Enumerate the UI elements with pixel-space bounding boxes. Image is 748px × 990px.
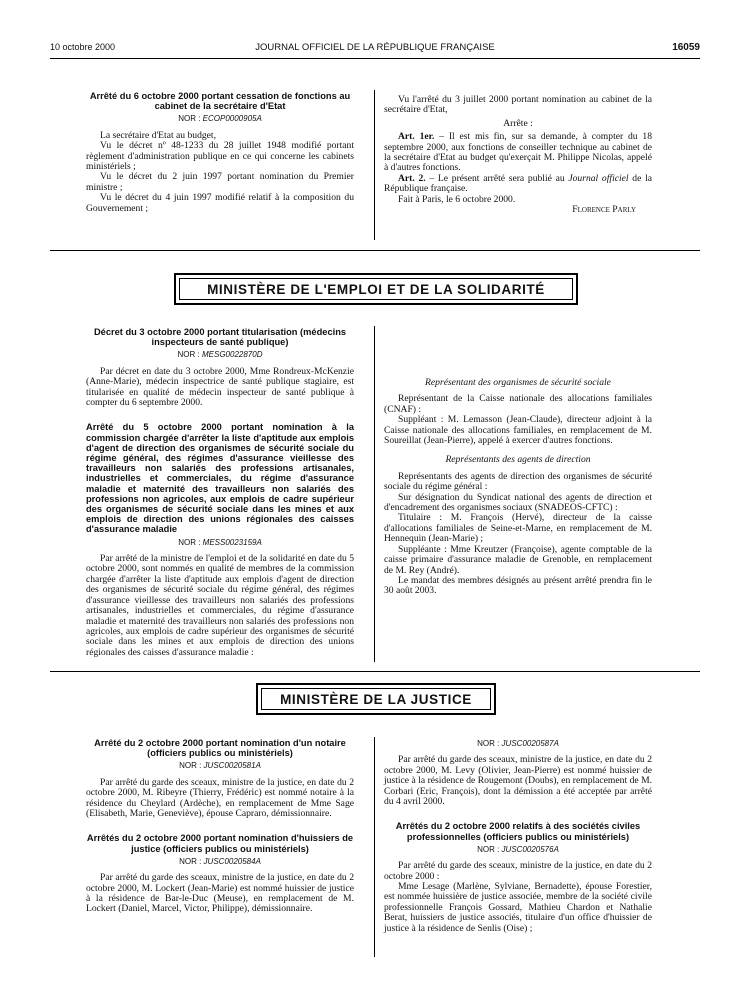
paragraph: Par arrêté du garde des sceaux, ministre de la justice, en date du 2 octobre 2000, M. Lockert (Jean-Marie) est nommé huissier de justice à la résidence de Bar-le-Duc (Meuse), en remplacement de M. Lockert (Daniel, Marcel, Victor, Philippe), démissionnaire.	[86, 872, 354, 915]
section-budget-left	[86, 91, 354, 214]
header-date: 10 octobre 2000	[50, 42, 116, 52]
section-rule	[50, 250, 700, 251]
paragraph: Sur désignation du Syndicat national des agents de direction et d'encadrement des organismes sociaux (SNADEOS-CFTC) :	[384, 491, 652, 514]
decree-title: Arrêté du 6 octobre 2000 portant cessation de fonctions au cabinet de la secrétaire d'Etat	[89, 91, 351, 112]
subheading: Représentants des agents de direction	[445, 454, 591, 466]
subheading: Représentant des organismes de sécurité sociale	[425, 377, 611, 388]
nor-reference: NOR : JUSC0020576A	[477, 844, 559, 854]
paragraph: Par arrêté du garde des sceaux, ministre de la justice, en date du 2 octobre 2000, M. Ribeyre (Thierry, Frédéric) est nommé notaire à la résidence du Cheylard (Ardèche), en remplacement de Mme Sage (Elisabeth, Marie, Geneviève), épouse Capraro, démissionnaire.	[86, 776, 354, 820]
ministry-banner-text: MINISTÈRE DE LA JUSTICE	[261, 688, 491, 710]
nor-reference: NOR : JUSC0020581A	[179, 761, 261, 771]
paragraph: Vu le décret du 4 juin 1997 modifié relatif à la composition du Gouvernement ;	[86, 192, 354, 214]
signature: Florence Parly	[572, 204, 636, 216]
nor-reference: NOR : MESS0023159A	[178, 537, 262, 547]
arrete-label: Arrête :	[503, 117, 533, 129]
paragraph: Par arrêté de la ministre de l'emploi et de la solidarité en date du 5 octobre 2000, sont nommés en qualité de membres de la commission chargée d'arrêter la liste d'aptitude aux emplois d'agent de direction des organismes de sécurité sociale du régime général, des régimes d'assurance vieillesse des travailleurs non salariés des professions artisanales, industrielles et commerciales, du régime d'assurance maladie et maternité des travailleurs non salariés des professions non agricoles, aux emplois de cadre supérieur des organismes de sécurité sociale dans les mines et aux emplois de direction des unions régionales des caisses d'assurance maladie :	[86, 553, 354, 658]
paragraph: La secrétaire d'Etat au budget,	[100, 129, 216, 141]
paragraph: Suppléant : M. Lemasson (Jean-Claude), directeur adjoint à la Caisse nationale des allocations familiales, en remplacement de M. Soureillat (Jean-Pierre), appelé à exercer d'autres fonctions.	[384, 414, 652, 447]
column-divider	[374, 737, 375, 957]
paragraph: Titulaire : M. François (Hervé), directeur de la caisse d'allocations familiales de Seine-et-Marne, en remplacement de M. Hennequin (Jean-Marie) ;	[384, 512, 652, 545]
decree-title: Décret du 3 octobre 2000 portant titularisation (médecins inspecteurs de santé publique)	[93, 327, 347, 348]
column-divider	[374, 90, 375, 240]
paragraph: Vu l'arrêté du 3 juillet 2000 portant nomination au cabinet de la secrétaire d'Etat,	[384, 94, 652, 116]
section-justice-left	[86, 738, 354, 915]
section-employment-right	[384, 328, 652, 597]
place-date: Fait à Paris, le 6 octobre 2000.	[398, 193, 516, 205]
running-header	[50, 42, 700, 59]
section-justice-right	[384, 739, 652, 934]
paragraph: Le mandat des membres désignés au présent arrêté prendra fin le 30 août 2003.	[384, 574, 652, 597]
paragraph: Vu le décret nº 48-1233 du 28 juillet 1948 modifié portant règlement d'administration publique en ce qui concerne les cabinets ministériels ;	[86, 140, 354, 173]
ministry-banner-justice	[256, 683, 496, 715]
nor-reference: NOR : MESG0022870D	[177, 350, 263, 360]
ministry-banner-text: MINISTÈRE DE L'EMPLOI ET DE LA SOLIDARITÉ	[179, 278, 573, 300]
header-journal-title: JOURNAL OFFICIEL DE LA RÉPUBLIQUE FRANÇAISE	[255, 42, 495, 53]
paragraph: Mme Lesage (Marlène, Sylviane, Bernadette), épouse Forestier, est nommée huissière de justice associée, membre de la société civile professionnelle François Gossard, Mathieu Chardon et Nathalie Berat, huissiers de justice associés, titulaire d'un office d'huissier de justice à la résidence de Senlis (Oise) ;	[384, 881, 652, 934]
nor-reference: NOR : ECOP0000905A	[178, 114, 262, 124]
section-rule	[50, 671, 700, 672]
section-employment-left	[86, 327, 354, 658]
nor-reference: NOR : JUSC0020584A	[179, 856, 261, 866]
paragraph: Représentants des agents de direction des organismes de sécurité sociale du régime général :	[384, 470, 652, 493]
paragraph: Par arrêté du garde des sceaux, ministre de la justice, en date du 2 octobre 2000, M. Levy (Olivier, Jean-Pierre) est nommé huissier de justice à la résidence de Rougemont (Doubs), en remplacement de M. Corbari (Eric, François), dont la démission a été acceptée par arrêté du 4 avril 2000.	[384, 754, 652, 808]
nor-reference: NOR : JUSC0020587A	[477, 739, 559, 748]
paragraph: Vu le décret du 2 juin 1997 portant nomination du Premier ministre ;	[86, 171, 354, 193]
column-divider	[374, 326, 375, 662]
decree-title: Arrêtés du 2 octobre 2000 portant nomination d'huissiers de justice (officiers publics ou ministériels)	[86, 833, 354, 854]
paragraph: Représentant de la Caisse nationale des allocations familiales (CNAF) :	[384, 393, 652, 415]
paragraph: Par arrêté du garde des sceaux, ministre de la justice, en date du 2 octobre 2000 :	[384, 860, 652, 882]
ministry-banner-employment	[174, 273, 578, 305]
header-page-number: 16059	[672, 42, 700, 53]
article-2: Art. 2. – Le présent arrêté sera publié au Journal officiel de la République française.	[384, 172, 652, 195]
section-budget-right	[384, 95, 652, 215]
article-1: Art. 1er. – Il est mis fin, sur sa demande, à compter du 18 septembre 2000, aux fonctions de conseiller technique au cabinet de la secrétaire d'Etat au budget qu'exerçait M. Philippe Nicolas, appelé à d'autres fonctions.	[384, 131, 652, 174]
paragraph: Suppléante : Mme Kreutzer (Françoise), agente comptable de la caisse primaire d'assurance maladie de Grenoble, en remplacement de M. Rey (André).	[384, 543, 652, 576]
decree-title: Arrêtés du 2 octobre 2000 relatifs à des sociétés civiles professionnelles (officiers publics ou ministériels)	[395, 821, 641, 842]
paragraph: Par décret en date du 3 octobre 2000, Mme Rondreux-McKenzie (Anne-Marie), médecin inspectrice de santé publique stagiaire, est titularisée en qualité de médecin inspecteur de santé publique à compter du 6 septembre 2000.	[86, 365, 354, 409]
decree-title: Arrêté du 5 octobre 2000 portant nomination à la commission chargée d'arrêter la liste d'aptitude aux emplois d'agent de direction des organismes de sécurité sociale du régime général, des régimes d'assurance vieillesse des travailleurs non salariés des professions artisanales, industrielles et commerciales, du régime d'assurance maladie et maternité des travailleurs non salariés des professions non agricoles, aux emplois de cadre supérieur des organismes de sécurité sociale dans les mines et aux emplois de direction des unions régionales des caisses d'assurance maladie	[86, 422, 354, 535]
decree-title: Arrêté du 2 octobre 2000 portant nomination d'un notaire (officiers publics ou ministériels)	[94, 738, 346, 759]
